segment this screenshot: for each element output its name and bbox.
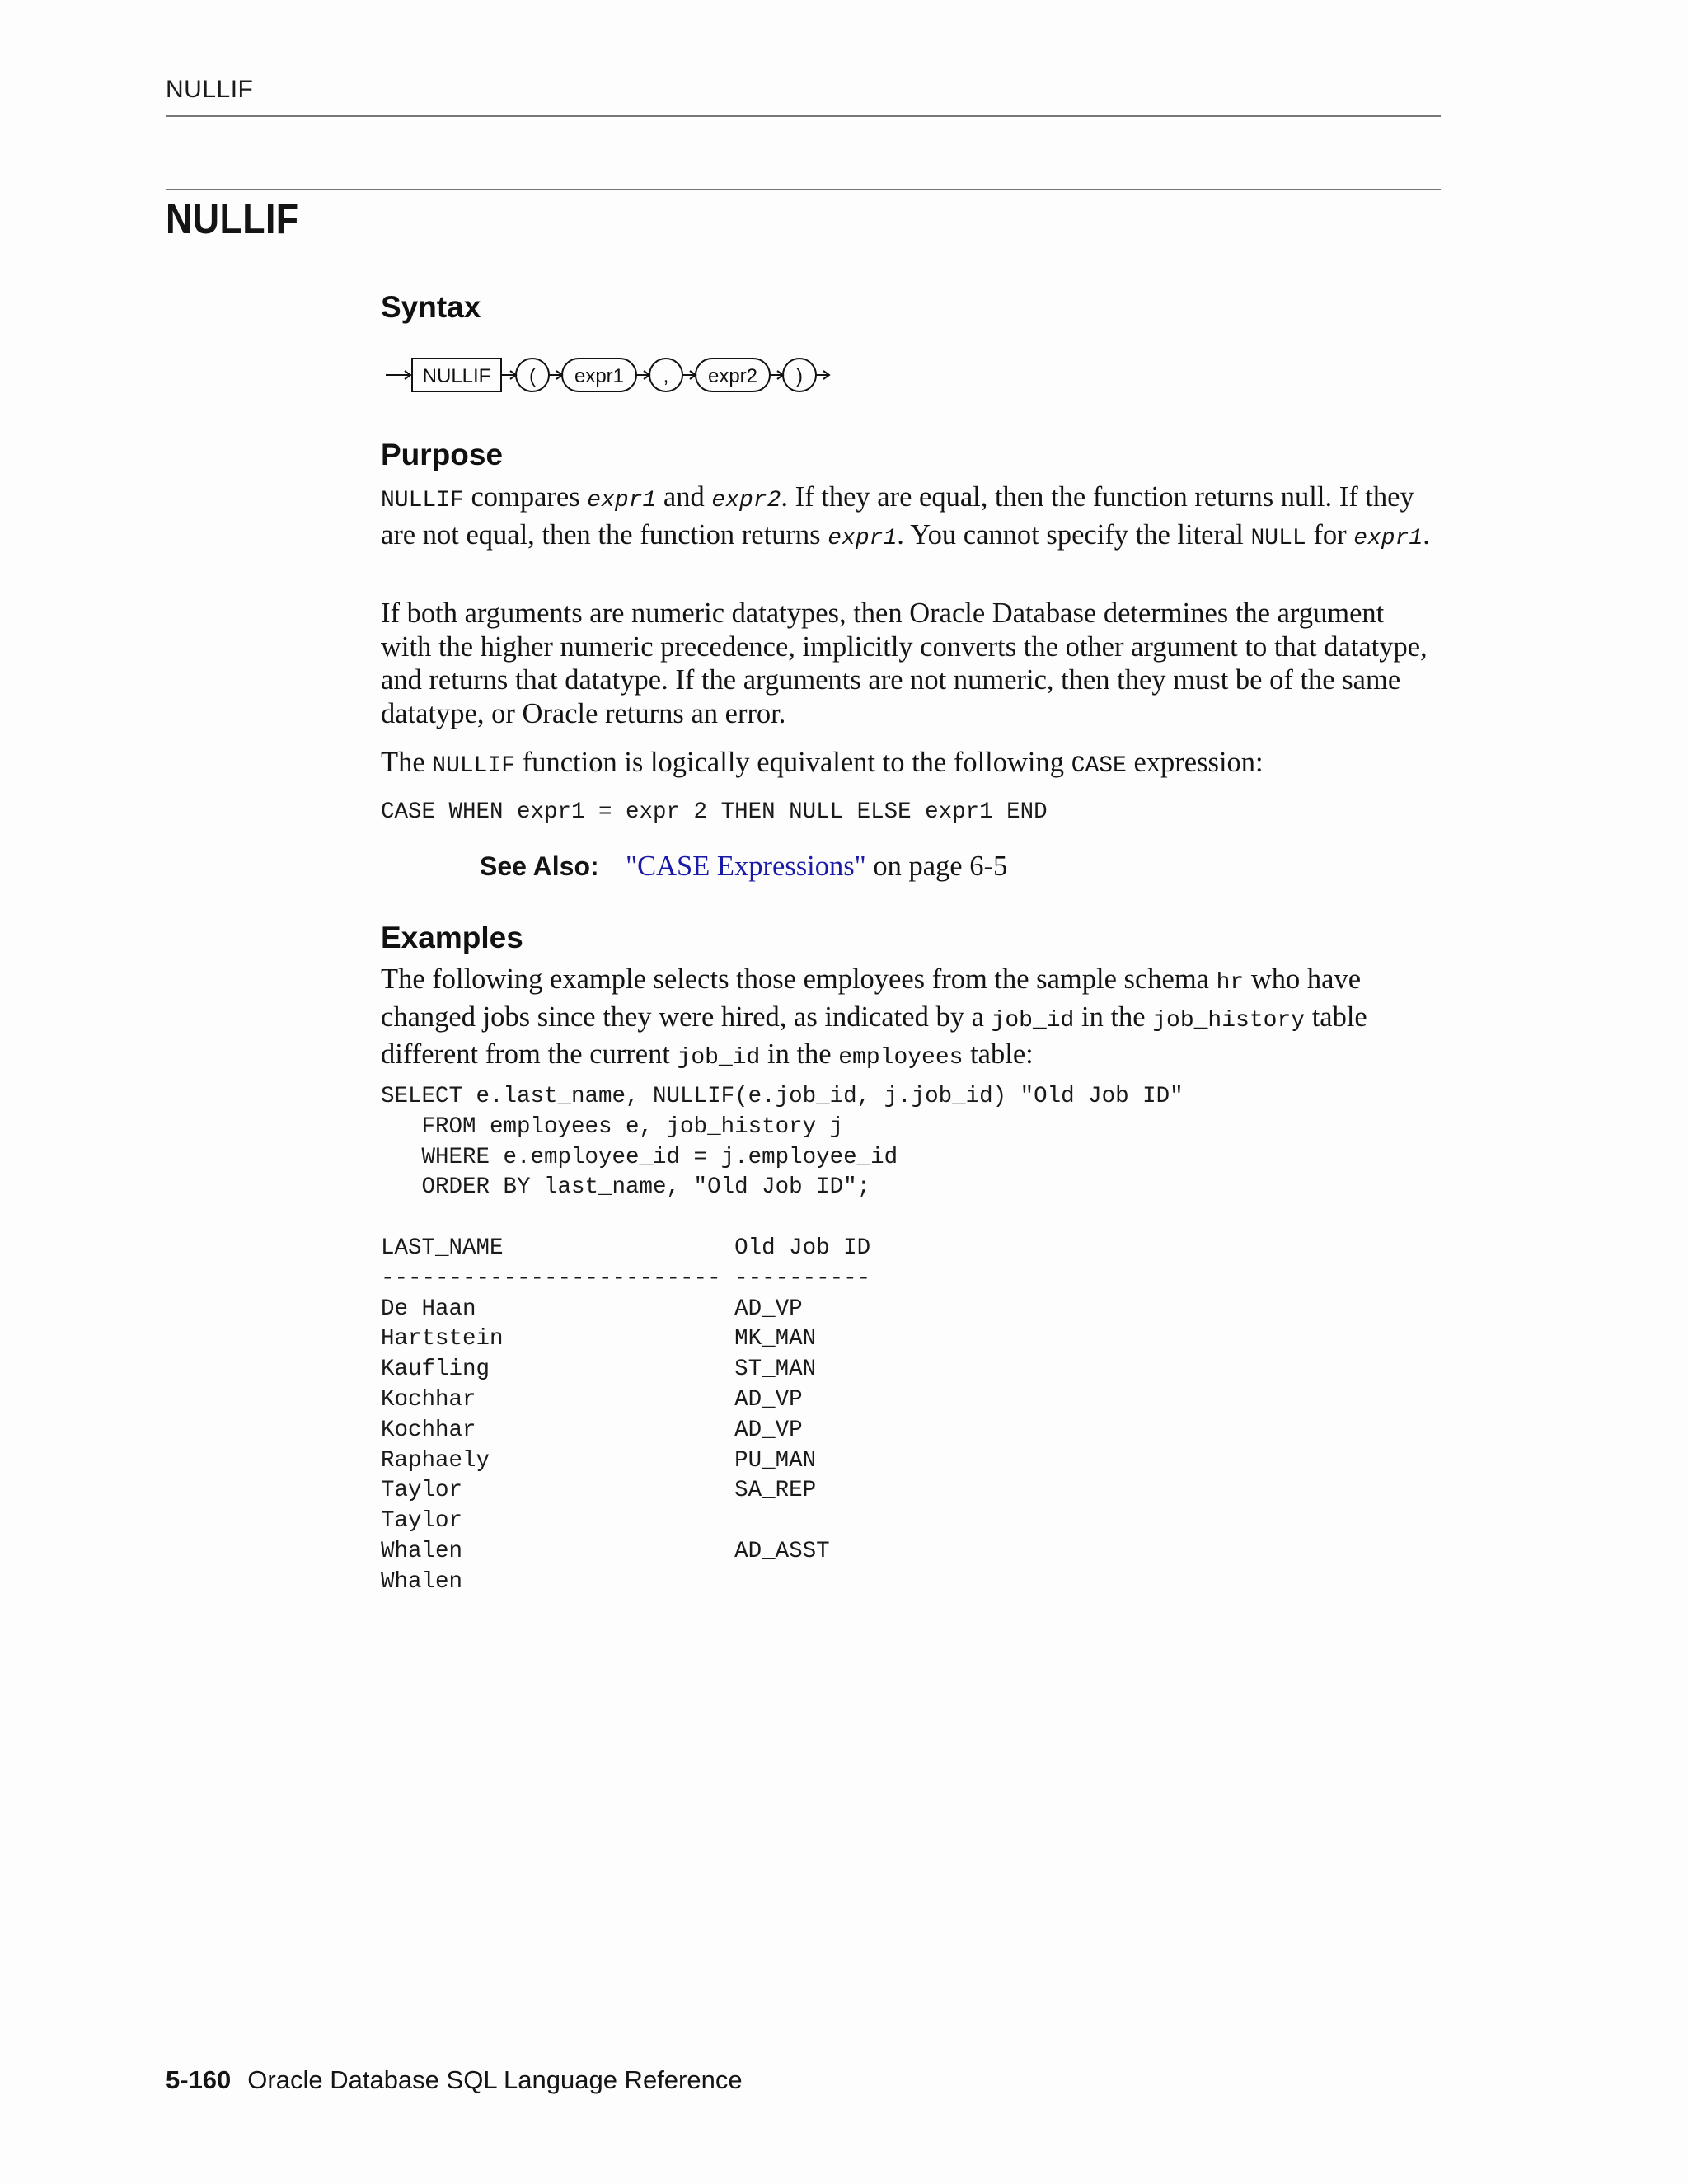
- purpose-paragraph-2: If both arguments are numeric datatypes, then Oracle Database determines the argument with the higher numeric precedence, implicitly converts the other argument to that datatype, and returns that datatype. If the arguments are not numeric, then they must be of the same datatype, or Oracle returns an error.: [381, 598, 1428, 729]
- case-expression-code: CASE WHEN expr1 = expr 2 THEN NULL ELSE expr1 END: [381, 799, 1048, 825]
- example-sql-query: SELECT e.last_name, NULLIF(e.job_id, j.job_id) "Old Job ID" FROM employees e, job_history j WHERE e.employee_id = j.employee_id ORDER BY last_name, "Old Job ID";: [381, 1084, 1184, 1201]
- header-rule: [166, 115, 1441, 117]
- diagram-expr1: expr1: [574, 365, 625, 387]
- page-footer: [166, 2065, 743, 2095]
- page-title: NULLIF: [166, 195, 299, 243]
- see-also-note: [480, 851, 1007, 883]
- syntax-heading: Syntax: [381, 290, 481, 324]
- purpose-paragraph-1: NULLIF compares expr1 and expr2. If they are equal, then the function returns null. If they are not equal, then the function returns expr1. You cannot specify the literal NULL for expr1.: [381, 481, 1430, 551]
- diagram-expr2: expr2: [707, 365, 758, 387]
- page-number: 5-160: [166, 2065, 232, 2094]
- diagram-open-paren: (: [529, 365, 536, 387]
- see-also-label: See Also:: [480, 851, 599, 881]
- syntax-railroad-diagram: [381, 352, 842, 398]
- see-also-suffix: on page 6-5: [865, 851, 1008, 882]
- case-expressions-link[interactable]: "CASE Expressions": [626, 851, 866, 882]
- title-rule: [166, 189, 1441, 190]
- examples-paragraph: The following example selects those employees from the sample schema hr who have changed jobs since they were hired, as indicated by a job_id in the job_history table different from the current job_id in the employees table:: [381, 963, 1367, 1071]
- running-header: NULLIF: [166, 76, 254, 103]
- example-query-result: LAST_NAME Old Job ID ------------------------- ---------- De Haan AD_VP Hartstein MK_MAN Kaufling ST_MAN Kochhar AD_VP Kochhar AD_VP Raphaely PU_MAN Taylor SA_REP Taylor Whalen AD_ASST Whalen: [381, 1235, 871, 1595]
- diagram-keyword-nullif: NULLIF: [422, 365, 491, 387]
- diagram-close-paren: ): [796, 365, 803, 387]
- examples-heading: Examples: [381, 921, 523, 954]
- diagram-comma: ,: [663, 365, 669, 387]
- purpose-paragraph-3: The NULLIF function is logically equivalent to the following CASE expression:: [381, 747, 1264, 779]
- book-title: Oracle Database SQL Language Reference: [247, 2065, 743, 2094]
- purpose-heading: Purpose: [381, 438, 504, 471]
